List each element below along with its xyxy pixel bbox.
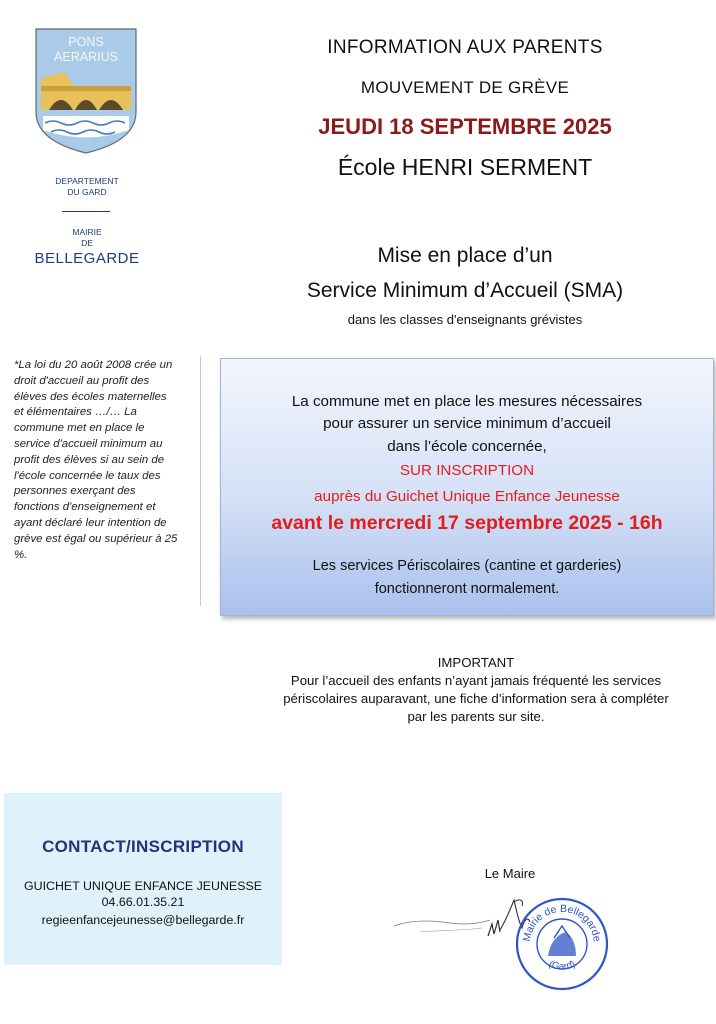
contact-phone[interactable]: 04.66.01.35.21 [101, 895, 185, 909]
sma-title-line2: Service Minimum d’Accueil (SMA) [306, 279, 624, 302]
contact-title: CONTACT/INSCRIPTION [42, 837, 244, 856]
periscolaire-line-2: fonctionneront normalement. [374, 581, 560, 597]
pons-aerarius-crest-logo [35, 28, 137, 154]
school-name: École HENRI SERMENT [337, 154, 593, 180]
department-line1: DEPARTEMENT [55, 176, 119, 186]
registration-required: SUR INSCRIPTION [399, 462, 535, 479]
divider [62, 211, 110, 212]
important-line-3: par les parents sur site. [407, 709, 545, 724]
stamp-text-bottom: (Gard) [546, 958, 578, 973]
registration-place: auprès du Guichet Unique Enfance Jeunesse [314, 488, 620, 505]
sma-subtitle: dans les classes d'enseignants grévistes [347, 312, 583, 327]
department-line2: DU GARD [67, 187, 107, 197]
important-title: IMPORTANT [437, 655, 515, 670]
sma-title-line1: Mise en place d’un [377, 244, 553, 267]
box-line-3: dans l’école concernée, [387, 438, 547, 455]
stamp-text-top: Mairie de Bellegarde [520, 902, 603, 943]
crest-text-line2: AERARIUS [54, 50, 118, 64]
box-line-2: pour assurer un service minimum d’accueil [323, 415, 611, 432]
important-line-2: périscolaires auparavant, une fiche d’information sera à compléter [283, 691, 669, 706]
town-name: BELLEGARDE [34, 250, 140, 267]
mairie-line2: DE [81, 238, 93, 248]
important-line-1: Pour l’accueil des enfants n’ayant jamais fréquenté les services [290, 673, 662, 688]
periscolaire-line-1: Les services Périscolaires (cantine et garderies) [312, 558, 622, 574]
registration-deadline: avant le mercredi 17 septembre 2025 - 16h [271, 512, 663, 534]
mairie-label [20, 227, 154, 249]
mairie-line1: MAIRIE [72, 227, 102, 237]
crest-text-line1: PONS [68, 35, 104, 49]
vertical-divider [200, 356, 201, 606]
law-note: *La loi du 20 août 2008 crée un droit d'accueil au profit des élèves des écoles maternelles et élémentaires …/… La commune met en place le service d'accueil minimum au profit des élèves si au sein de l'école concernée le taux des personnes exerçant des fonctions d'enseignement et ayant déclaré leur intention de grève est égal ou supérieur à 25 %. [14, 359, 178, 561]
mairie-stamp [514, 896, 610, 992]
strike-date: JEUDI 18 SEPTEMBRE 2025 [318, 114, 612, 139]
contact-email[interactable]: regieenfancejeunesse@bellegarde.fr [41, 913, 245, 927]
svg-text:(Gard) [547, 959, 577, 973]
info-parents-heading: INFORMATION AUX PARENTS [327, 37, 603, 58]
department-label [20, 176, 154, 198]
box-line-1: La commune met en place les mesures nécessaires [291, 393, 643, 410]
service-info-box [220, 358, 714, 616]
strike-heading: MOUVEMENT DE GRÈVE [360, 78, 570, 97]
signature-label: Le Maire [484, 866, 536, 881]
contact-box [4, 793, 282, 965]
contact-office: GUICHET UNIQUE ENFANCE JEUNESSE [24, 879, 262, 893]
